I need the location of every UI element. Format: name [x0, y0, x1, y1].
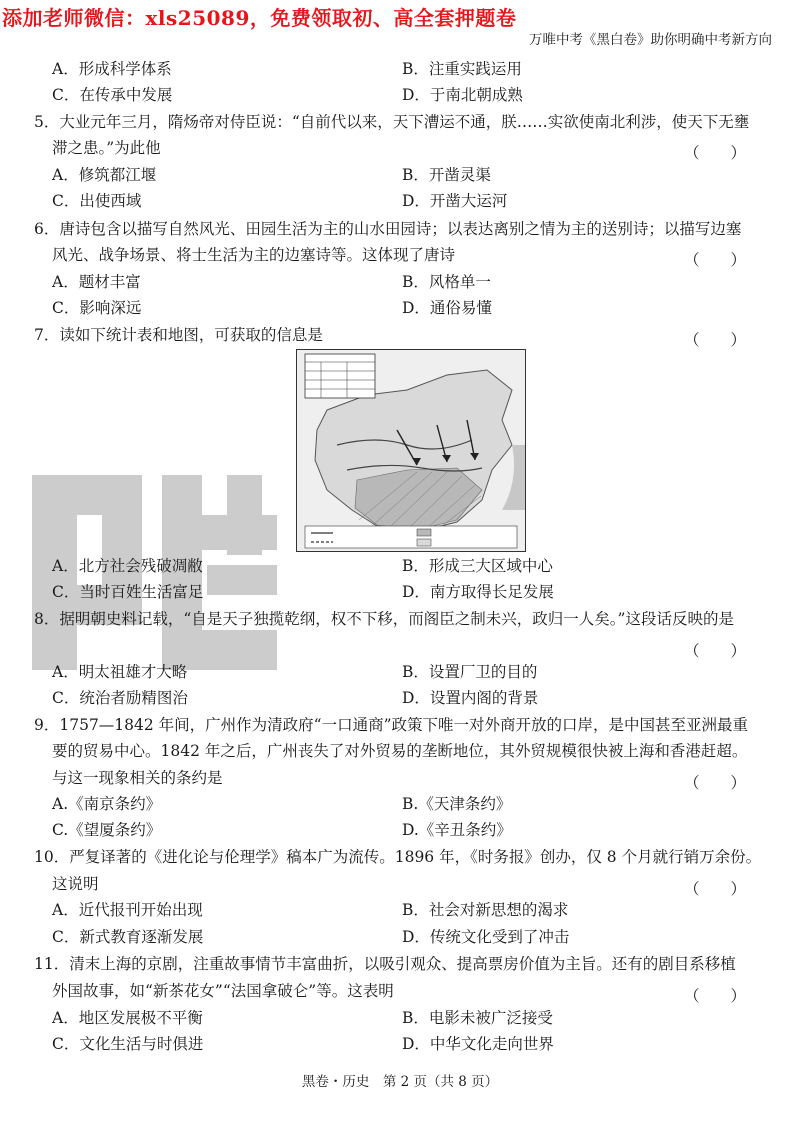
q7-answer-blank: （ ）	[684, 331, 747, 349]
q11-option-b: B．电影未被广泛接受	[402, 1009, 553, 1027]
q9-option-d: D.《辛丑条约》	[402, 821, 512, 839]
q9-option-b: B.《天津条约》	[402, 795, 512, 813]
q8-option-b: B．设置厂卫的目的	[402, 663, 538, 681]
q10-option-d: D．传统文化受到了冲击	[402, 928, 570, 946]
q8-stem-line1: 8．据明朝史料记载，“自是天子独揽乾纲，权不下移，而阁臣之制未兴，政归一人矣。”这段话反映的是	[34, 610, 734, 628]
q5-answer-blank: （ ）	[684, 144, 747, 162]
q10-option-a: A．近代报刊开始出现	[52, 901, 203, 919]
q5-option-c: C．出使西域	[52, 192, 142, 210]
q6-answer-blank: （ ）	[684, 251, 747, 269]
q4-option-d: D．于南北朝成熟	[402, 86, 523, 104]
q7-option-a: A．北方社会残破凋敝	[52, 557, 203, 575]
q8-option-c: C．统治者励精图治	[52, 689, 188, 707]
q11-option-a: A．地区发展极不平衡	[52, 1009, 203, 1027]
q8-answer-blank: （ ）	[684, 642, 747, 660]
page-footer: 黑卷・历史 第 2 页（共 8 页）	[301, 1074, 499, 1090]
q5-option-b: B．开凿灵渠	[402, 166, 491, 184]
q9-stem-line2: 要的贸易中心。1842 年之后，广州丧失了对外贸易的垄断地位，其外贸规模很快被上海和香港赶超。	[52, 742, 748, 760]
q9-stem-line1: 9．1757—1842 年间，广州作为清政府“一口通商”政策下唯一对外商开放的口岸，是中国甚至亚洲最重	[34, 716, 749, 734]
q5-stem-line2: 滞之患。”为此他	[52, 139, 161, 157]
q11-stem-line2: 外国故事，如“新茶花女”“法国拿破仑”等。这表明	[52, 982, 394, 1000]
q7-stem-line1: 7．读如下统计表和地图，可获取的信息是	[34, 326, 323, 344]
q10-answer-blank: （ ）	[684, 880, 747, 898]
q10-stem-line2: 这说明	[52, 875, 99, 893]
q5-option-d: D．开凿大运河	[402, 192, 508, 210]
q7-option-b: B．形成三大区域中心	[402, 557, 553, 575]
q8-option-d: D．设置内阁的背景	[402, 689, 539, 707]
brand-header: 万唯中考《黑白卷》助你明确中考新方向	[529, 32, 772, 48]
q11-answer-blank: （ ）	[684, 987, 747, 1005]
q7-table-and-map-figure	[296, 349, 526, 552]
q6-stem-line2: 风光、战争场景、将士生活为主的边塞诗等。这体现了唐诗	[52, 246, 456, 264]
q10-stem-line1: 10．严复译著的《进化论与伦理学》稿本广为流传。1896 年，《时务报》创办，仅 8 个月就行销万余份。	[34, 848, 762, 866]
q11-option-c: C．文化生活与时俱进	[52, 1035, 204, 1053]
q7-option-c: C．当时百姓生活富足	[52, 583, 204, 601]
q9-answer-blank: （ ）	[684, 774, 747, 792]
q8-option-a: A．明太祖雄才大略	[52, 663, 188, 681]
q6-option-c: C．影响深远	[52, 299, 142, 317]
q5-stem-line1: 5．大业元年三月，隋炀帝对侍臣说：“自前代以来，天下漕运不通，朕……实欲使南北利涉，使天下无壅	[34, 113, 750, 131]
q9-stem-line3: 与这一现象相关的条约是	[52, 769, 223, 787]
q9-option-a: A.《南京条约》	[52, 795, 162, 813]
q7-option-d: D．南方取得长足发展	[402, 583, 554, 601]
q4-option-c: C．在传承中发展	[52, 86, 173, 104]
q9-option-c: C.《望厦条约》	[52, 821, 162, 839]
q10-option-b: B．社会对新思想的渴求	[402, 901, 569, 919]
promo-banner: 添加老师微信：xls25089，免费领取初、高全套押题卷	[2, 6, 517, 30]
q6-option-d: D．通俗易懂	[402, 299, 492, 317]
q4-option-a: A．形成科学体系	[52, 60, 172, 78]
q6-option-b: B．风格单一	[402, 273, 491, 291]
q5-option-a: A．修筑都江堰	[52, 166, 157, 184]
q4-option-b: B．注重实践运用	[402, 60, 522, 78]
q10-option-c: C．新式教育逐渐发展	[52, 928, 204, 946]
q11-stem-line1: 11．清末上海的京剧，注重故事情节丰富曲折，以吸引观众、提高票房价值为主旨。还有的剧目系移植	[34, 955, 736, 973]
q6-option-a: A．题材丰富	[52, 273, 141, 291]
q11-option-d: D．中华文化走向世界	[402, 1035, 554, 1053]
q6-stem-line1: 6．唐诗包含以描写自然风光、田园生活为主的山水田园诗；以表达离别之情为主的送别诗；以描写边塞	[34, 220, 742, 238]
